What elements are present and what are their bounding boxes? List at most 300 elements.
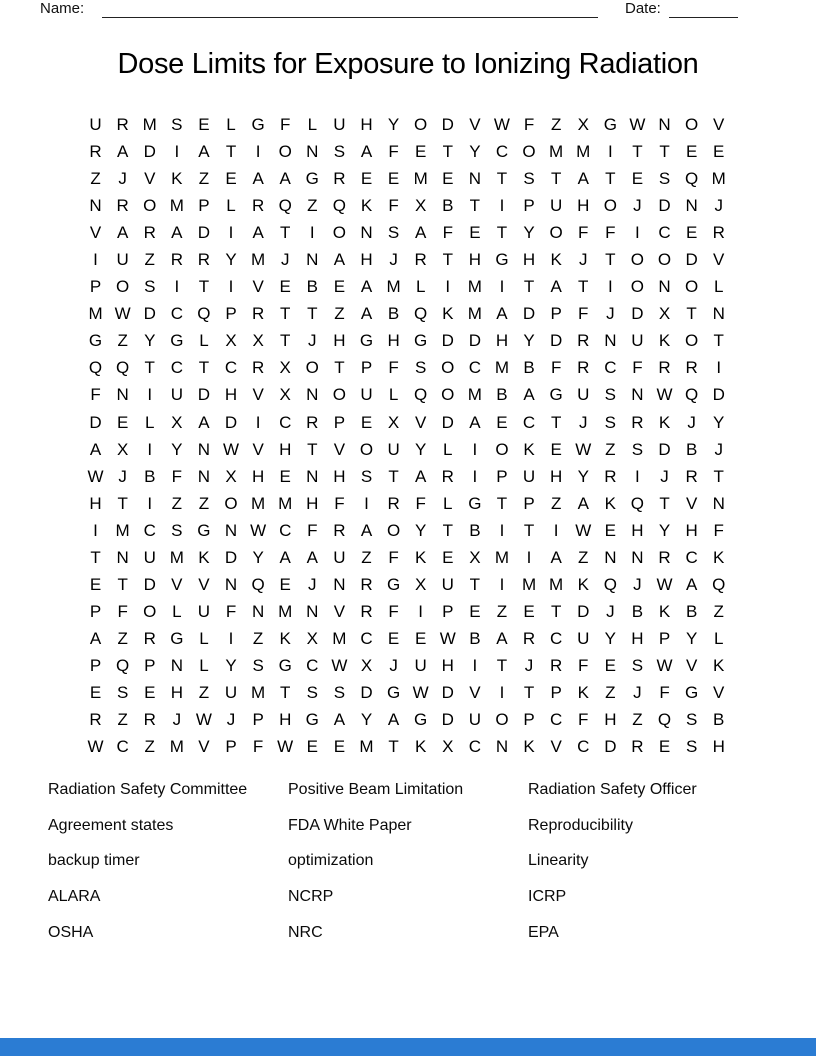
- grid-letter: T: [469, 196, 481, 216]
- grid-letter: F: [659, 682, 670, 702]
- grid-letter: A: [523, 385, 535, 405]
- grid-letter: X: [387, 412, 400, 432]
- grid-letter: W: [87, 737, 104, 757]
- word-bank-column: [48, 781, 288, 959]
- grid-letter: C: [522, 412, 536, 432]
- grid-letter: T: [659, 142, 670, 162]
- grid-letter: P: [252, 710, 264, 730]
- grid-letter: F: [632, 358, 643, 378]
- grid-letter: O: [657, 250, 672, 270]
- grid-letter: V: [171, 574, 183, 594]
- grid-letter: T: [144, 358, 155, 378]
- word-bank-item: NRC: [288, 923, 323, 941]
- grid-letter: Z: [550, 493, 562, 513]
- grid-letter: W: [331, 655, 348, 675]
- grid-letter: L: [145, 412, 155, 432]
- grid-letter: Q: [278, 196, 292, 216]
- grid-letter: G: [170, 331, 184, 351]
- grid-letter: T: [90, 547, 101, 567]
- grid-letter: H: [279, 710, 292, 730]
- grid-letter: P: [550, 304, 562, 324]
- grid-letter: H: [306, 493, 319, 513]
- grid-letter: O: [630, 277, 645, 297]
- grid-letter: I: [607, 142, 613, 162]
- grid-letter: N: [251, 601, 265, 621]
- grid-letter: E: [360, 169, 373, 189]
- grid-letter: M: [576, 142, 591, 162]
- grid-letter: O: [549, 223, 563, 243]
- grid-letter: Q: [197, 304, 211, 324]
- grid-letter: T: [280, 223, 291, 243]
- grid-letter: K: [658, 412, 671, 432]
- grid-letter: U: [197, 601, 211, 621]
- grid-letter: W: [439, 628, 456, 648]
- grid-letter: I: [445, 277, 451, 297]
- grid-letter: T: [388, 737, 399, 757]
- grid-letter: E: [279, 466, 291, 486]
- grid-letter: T: [523, 520, 535, 540]
- grid-letter: I: [93, 250, 98, 270]
- grid-letter: Y: [171, 439, 183, 459]
- grid-letter: O: [143, 601, 157, 621]
- grid-letter: Z: [605, 682, 616, 702]
- grid-letter: M: [494, 547, 510, 567]
- grid-letter: W: [656, 385, 673, 405]
- grid-letter: E: [333, 737, 346, 757]
- grid-letter: M: [467, 304, 482, 324]
- grid-letter: I: [309, 223, 315, 243]
- grid-letter: D: [143, 142, 156, 162]
- grid-letter: X: [415, 196, 427, 216]
- grid-letter: K: [171, 169, 183, 189]
- grid-letter: V: [685, 655, 698, 675]
- grid-letter: K: [198, 547, 210, 567]
- grid-letter: E: [469, 601, 481, 621]
- grid-letter: U: [577, 628, 590, 648]
- grid-letter: O: [441, 385, 455, 405]
- grid-letter: O: [359, 439, 374, 459]
- grid-letter: K: [523, 737, 535, 757]
- grid-letter: T: [117, 493, 128, 513]
- grid-letter: R: [143, 710, 156, 730]
- grid-letter: D: [441, 331, 454, 351]
- grid-letter: L: [199, 628, 209, 648]
- grid-letter: P: [89, 277, 102, 297]
- grid-letter: Z: [144, 250, 155, 270]
- grid-letter: V: [550, 737, 562, 757]
- grid-letter: B: [442, 196, 454, 216]
- grid-letter: D: [197, 223, 211, 243]
- grid-letter: O: [441, 358, 455, 378]
- grid-letter: S: [387, 223, 400, 243]
- grid-letter: N: [658, 115, 671, 134]
- grid-letter: E: [604, 655, 616, 675]
- grid-letter: U: [550, 196, 563, 216]
- grid-letter: V: [713, 682, 725, 702]
- date-label: Date:: [625, 0, 661, 17]
- grid-letter: B: [685, 601, 698, 621]
- grid-letter: O: [305, 358, 319, 378]
- grid-letter: K: [442, 304, 454, 324]
- grid-letter: I: [499, 682, 505, 702]
- grid-letter: H: [550, 466, 563, 486]
- grid-letter: S: [116, 682, 129, 702]
- grid-letter: M: [549, 142, 564, 162]
- grid-letter: T: [550, 412, 562, 432]
- grid-letter: F: [334, 493, 345, 513]
- grid-letter: F: [578, 223, 589, 243]
- grid-letter: S: [306, 682, 318, 702]
- grid-letter: R: [414, 250, 427, 270]
- grid-letter: U: [333, 547, 346, 567]
- word-bank-item: ICRP: [528, 888, 567, 906]
- grid-letter: V: [252, 385, 264, 405]
- grid-letter: E: [279, 277, 291, 297]
- grid-letter: F: [171, 466, 183, 486]
- grid-letter: I: [418, 601, 424, 621]
- grid-letter: M: [467, 385, 482, 405]
- grid-letter: A: [360, 304, 373, 324]
- grid-letter: M: [521, 574, 537, 594]
- grid-letter: S: [523, 169, 535, 189]
- grid-letter: V: [333, 601, 346, 621]
- grid-letter: R: [658, 358, 671, 378]
- grid-letter: A: [550, 547, 562, 567]
- grid-letter: A: [252, 223, 264, 243]
- grid-letter: Z: [90, 169, 101, 189]
- grid-letter: B: [469, 628, 481, 648]
- word-bank-item: FDA White Paper: [288, 816, 412, 834]
- grid-letter: A: [279, 547, 291, 567]
- grid-letter: E: [685, 142, 698, 162]
- grid-letter: Q: [712, 574, 726, 594]
- grid-letter: R: [631, 412, 644, 432]
- grid-letter: P: [523, 710, 535, 730]
- grid-letter: M: [251, 493, 266, 513]
- grid-letter: G: [549, 385, 563, 405]
- grid-letter: S: [685, 737, 698, 757]
- grid-letter: P: [496, 466, 508, 486]
- grid-letter: R: [631, 737, 644, 757]
- grid-letter: R: [441, 466, 454, 486]
- grid-letter: Y: [658, 520, 671, 540]
- grid-letter: O: [630, 250, 645, 270]
- grid-letter: V: [333, 439, 346, 459]
- grid-letter: P: [523, 196, 535, 216]
- grid-letter: O: [332, 385, 346, 405]
- grid-letter: W: [277, 737, 294, 757]
- grid-letter: E: [387, 628, 400, 648]
- grid-letter: G: [468, 493, 482, 513]
- grid-letter: A: [469, 412, 481, 432]
- word-bank-item: Linearity: [528, 852, 589, 870]
- grid-letter: M: [359, 737, 374, 757]
- grid-letter: O: [224, 493, 238, 513]
- grid-letter: G: [386, 682, 401, 702]
- grid-letter: Y: [144, 331, 156, 351]
- grid-letter: G: [278, 655, 292, 675]
- footer-bar: [0, 1038, 816, 1056]
- grid-letter: M: [169, 547, 184, 567]
- grid-letter: D: [441, 710, 454, 730]
- word-bank-column: [528, 781, 768, 959]
- grid-letter: R: [387, 493, 400, 513]
- grid-letter: H: [89, 493, 102, 513]
- grid-letter: S: [171, 115, 183, 134]
- grid-letter: Z: [578, 547, 589, 567]
- grid-letter: M: [169, 737, 184, 757]
- grid-letter: J: [633, 196, 642, 216]
- grid-letter: L: [307, 115, 318, 134]
- grid-letter: K: [415, 737, 427, 757]
- grid-letter: A: [333, 710, 346, 730]
- grid-letter: W: [493, 115, 510, 134]
- grid-letter: W: [87, 466, 104, 486]
- grid-letter: K: [604, 493, 616, 513]
- word-bank-item: Radiation Safety Officer: [528, 781, 697, 798]
- grid-letter: T: [117, 574, 128, 594]
- grid-letter: S: [333, 682, 346, 702]
- grid-letter: O: [414, 115, 428, 134]
- grid-letter: M: [711, 169, 726, 189]
- word-bank-item: backup timer: [48, 852, 140, 870]
- grid-letter: H: [333, 331, 346, 351]
- grid-letter: H: [712, 737, 725, 757]
- grid-letter: Q: [630, 493, 645, 513]
- grid-letter: N: [333, 574, 346, 594]
- grid-letter: T: [523, 277, 535, 297]
- grid-letter: Z: [144, 737, 155, 757]
- grid-letter: Z: [713, 601, 724, 621]
- grid-letter: I: [499, 520, 505, 540]
- grid-letter: A: [116, 223, 129, 243]
- grid-letter: L: [199, 331, 209, 351]
- grid-letter: Y: [387, 115, 400, 134]
- grid-letter: D: [224, 547, 238, 567]
- grid-letter: Q: [414, 304, 428, 324]
- grid-letter: E: [469, 223, 481, 243]
- grid-letter: V: [144, 169, 156, 189]
- grid-letter: I: [716, 358, 722, 378]
- grid-letter: R: [658, 547, 671, 567]
- grid-letter: X: [415, 574, 427, 594]
- grid-letter: O: [684, 115, 699, 134]
- grid-letter: L: [172, 601, 182, 621]
- grid-letter: J: [118, 466, 127, 486]
- grid-letter: V: [469, 682, 481, 702]
- grid-letter: Y: [685, 628, 698, 648]
- grid-letter: I: [553, 520, 559, 540]
- grid-letter: I: [472, 466, 478, 486]
- grid-letter: L: [388, 385, 399, 405]
- grid-letter: W: [114, 304, 131, 324]
- grid-letter: D: [224, 412, 238, 432]
- grid-letter: R: [333, 169, 346, 189]
- grid-letter: Z: [117, 628, 128, 648]
- grid-letter: L: [443, 439, 453, 459]
- grid-letter: H: [279, 439, 292, 459]
- grid-letter: D: [577, 601, 590, 621]
- grid-letter: U: [360, 385, 373, 405]
- grid-letter: Q: [684, 169, 699, 189]
- grid-letter: S: [415, 358, 427, 378]
- grid-letter: A: [279, 169, 291, 189]
- grid-letter: R: [333, 520, 346, 540]
- grid-letter: M: [88, 304, 103, 324]
- grid-letter: Q: [657, 710, 672, 730]
- word-bank-item: Positive Beam Limitation: [288, 781, 464, 798]
- grid-letter: B: [387, 304, 400, 324]
- grid-letter: G: [684, 682, 699, 702]
- grid-letter: D: [712, 385, 725, 405]
- grid-letter: T: [307, 304, 318, 324]
- grid-letter: N: [631, 385, 644, 405]
- grid-letter: U: [441, 574, 454, 594]
- grid-letter: L: [443, 493, 453, 513]
- grid-letter: N: [712, 493, 725, 513]
- grid-letter: J: [226, 710, 236, 730]
- grid-letter: E: [360, 412, 373, 432]
- grid-letter: V: [685, 493, 698, 513]
- grid-letter: U: [468, 710, 481, 730]
- grid-letter: N: [116, 547, 129, 567]
- grid-letter: T: [442, 142, 453, 162]
- grid-letter: C: [550, 628, 563, 648]
- grid-letter: D: [197, 385, 211, 405]
- grid-letter: V: [198, 737, 210, 757]
- grid-letter: F: [578, 710, 589, 730]
- grid-letter: T: [496, 223, 508, 243]
- grid-letter: N: [604, 547, 617, 567]
- grid-letter: O: [143, 196, 157, 216]
- grid-letter: P: [144, 655, 156, 675]
- grid-letter: W: [575, 439, 592, 459]
- grid-letter: K: [577, 682, 589, 702]
- grid-letter: E: [279, 574, 291, 594]
- grid-letter: D: [550, 331, 563, 351]
- grid-letter: I: [174, 277, 180, 297]
- grid-letter: B: [713, 710, 725, 730]
- grid-letter: I: [364, 493, 369, 513]
- grid-letter: Y: [252, 547, 264, 567]
- grid-letter: N: [306, 250, 319, 270]
- grid-letter: A: [415, 223, 427, 243]
- grid-letter: U: [577, 385, 590, 405]
- grid-letter: N: [712, 304, 725, 324]
- grid-letter: J: [389, 250, 398, 270]
- grid-letter: C: [604, 358, 617, 378]
- grid-letter: N: [360, 223, 373, 243]
- grid-letter: I: [499, 277, 505, 297]
- grid-letter: E: [658, 737, 671, 757]
- grid-letter: D: [441, 115, 454, 134]
- name-label: Name:: [40, 0, 85, 17]
- grid-letter: Z: [307, 196, 318, 216]
- grid-letter: U: [224, 682, 238, 702]
- grid-letter: C: [116, 737, 129, 757]
- grid-letter: A: [415, 466, 427, 486]
- grid-letter: C: [170, 304, 183, 324]
- grid-letter: V: [713, 115, 725, 134]
- grid-letter: T: [496, 169, 508, 189]
- grid-letter: V: [89, 223, 102, 243]
- grid-letter: J: [524, 655, 534, 675]
- grid-letter: C: [279, 520, 292, 540]
- grid-letter: F: [280, 115, 291, 134]
- grid-letter: C: [495, 142, 509, 162]
- grid-letter: C: [170, 358, 183, 378]
- grid-letter: Q: [684, 385, 699, 405]
- grid-letter: H: [170, 682, 183, 702]
- grid-letter: V: [198, 574, 210, 594]
- grid-letter: G: [251, 115, 265, 134]
- grid-letter: Y: [604, 628, 616, 648]
- grid-letter: E: [306, 737, 318, 757]
- grid-letter: H: [360, 250, 373, 270]
- grid-letter: R: [685, 358, 698, 378]
- grid-letter: L: [415, 277, 426, 297]
- grid-letter: P: [442, 601, 454, 621]
- grid-letter: W: [250, 520, 267, 540]
- grid-letter: Y: [225, 250, 237, 270]
- grid-letter: X: [442, 737, 454, 757]
- grid-letter: X: [360, 655, 373, 675]
- grid-letter: A: [171, 223, 183, 243]
- grid-letter: T: [334, 358, 345, 378]
- grid-letter: W: [195, 710, 212, 730]
- grid-letter: D: [468, 331, 481, 351]
- grid-letter: J: [714, 439, 723, 459]
- grid-letter: B: [631, 601, 644, 621]
- grid-letter: T: [280, 304, 291, 324]
- grid-letter: Z: [632, 710, 643, 730]
- grid-letter: K: [577, 574, 589, 594]
- grid-letter: I: [635, 466, 640, 486]
- grid-letter: C: [306, 655, 319, 675]
- grid-letter: I: [635, 223, 640, 243]
- grid-letter: N: [224, 574, 238, 594]
- grid-letter: F: [388, 601, 399, 621]
- grid-letter: Y: [415, 439, 427, 459]
- grid-letter: A: [89, 439, 102, 459]
- grid-letter: H: [224, 385, 238, 405]
- grid-letter: Z: [361, 547, 372, 567]
- grid-letter: A: [550, 277, 562, 297]
- grid-letter: S: [604, 385, 616, 405]
- grid-letter: A: [306, 547, 318, 567]
- grid-letter: A: [198, 142, 210, 162]
- grid-letter: D: [89, 412, 102, 432]
- grid-letter: N: [468, 169, 481, 189]
- grid-letter: E: [89, 682, 102, 702]
- grid-letter: F: [605, 223, 616, 243]
- grid-letter: Z: [198, 169, 210, 189]
- word-bank: [48, 781, 768, 959]
- grid-letter: K: [523, 439, 535, 459]
- grid-letter: J: [633, 574, 642, 594]
- grid-letter: O: [278, 142, 292, 162]
- grid-letter: I: [499, 196, 505, 216]
- grid-letter: A: [360, 520, 373, 540]
- grid-letter: R: [360, 574, 373, 594]
- grid-letter: I: [255, 412, 261, 432]
- grid-letter: T: [469, 574, 481, 594]
- grid-letter: W: [629, 115, 646, 134]
- grid-letter: I: [228, 223, 234, 243]
- grid-letter: H: [631, 520, 644, 540]
- grid-letter: W: [575, 520, 592, 540]
- grid-letter: M: [278, 601, 293, 621]
